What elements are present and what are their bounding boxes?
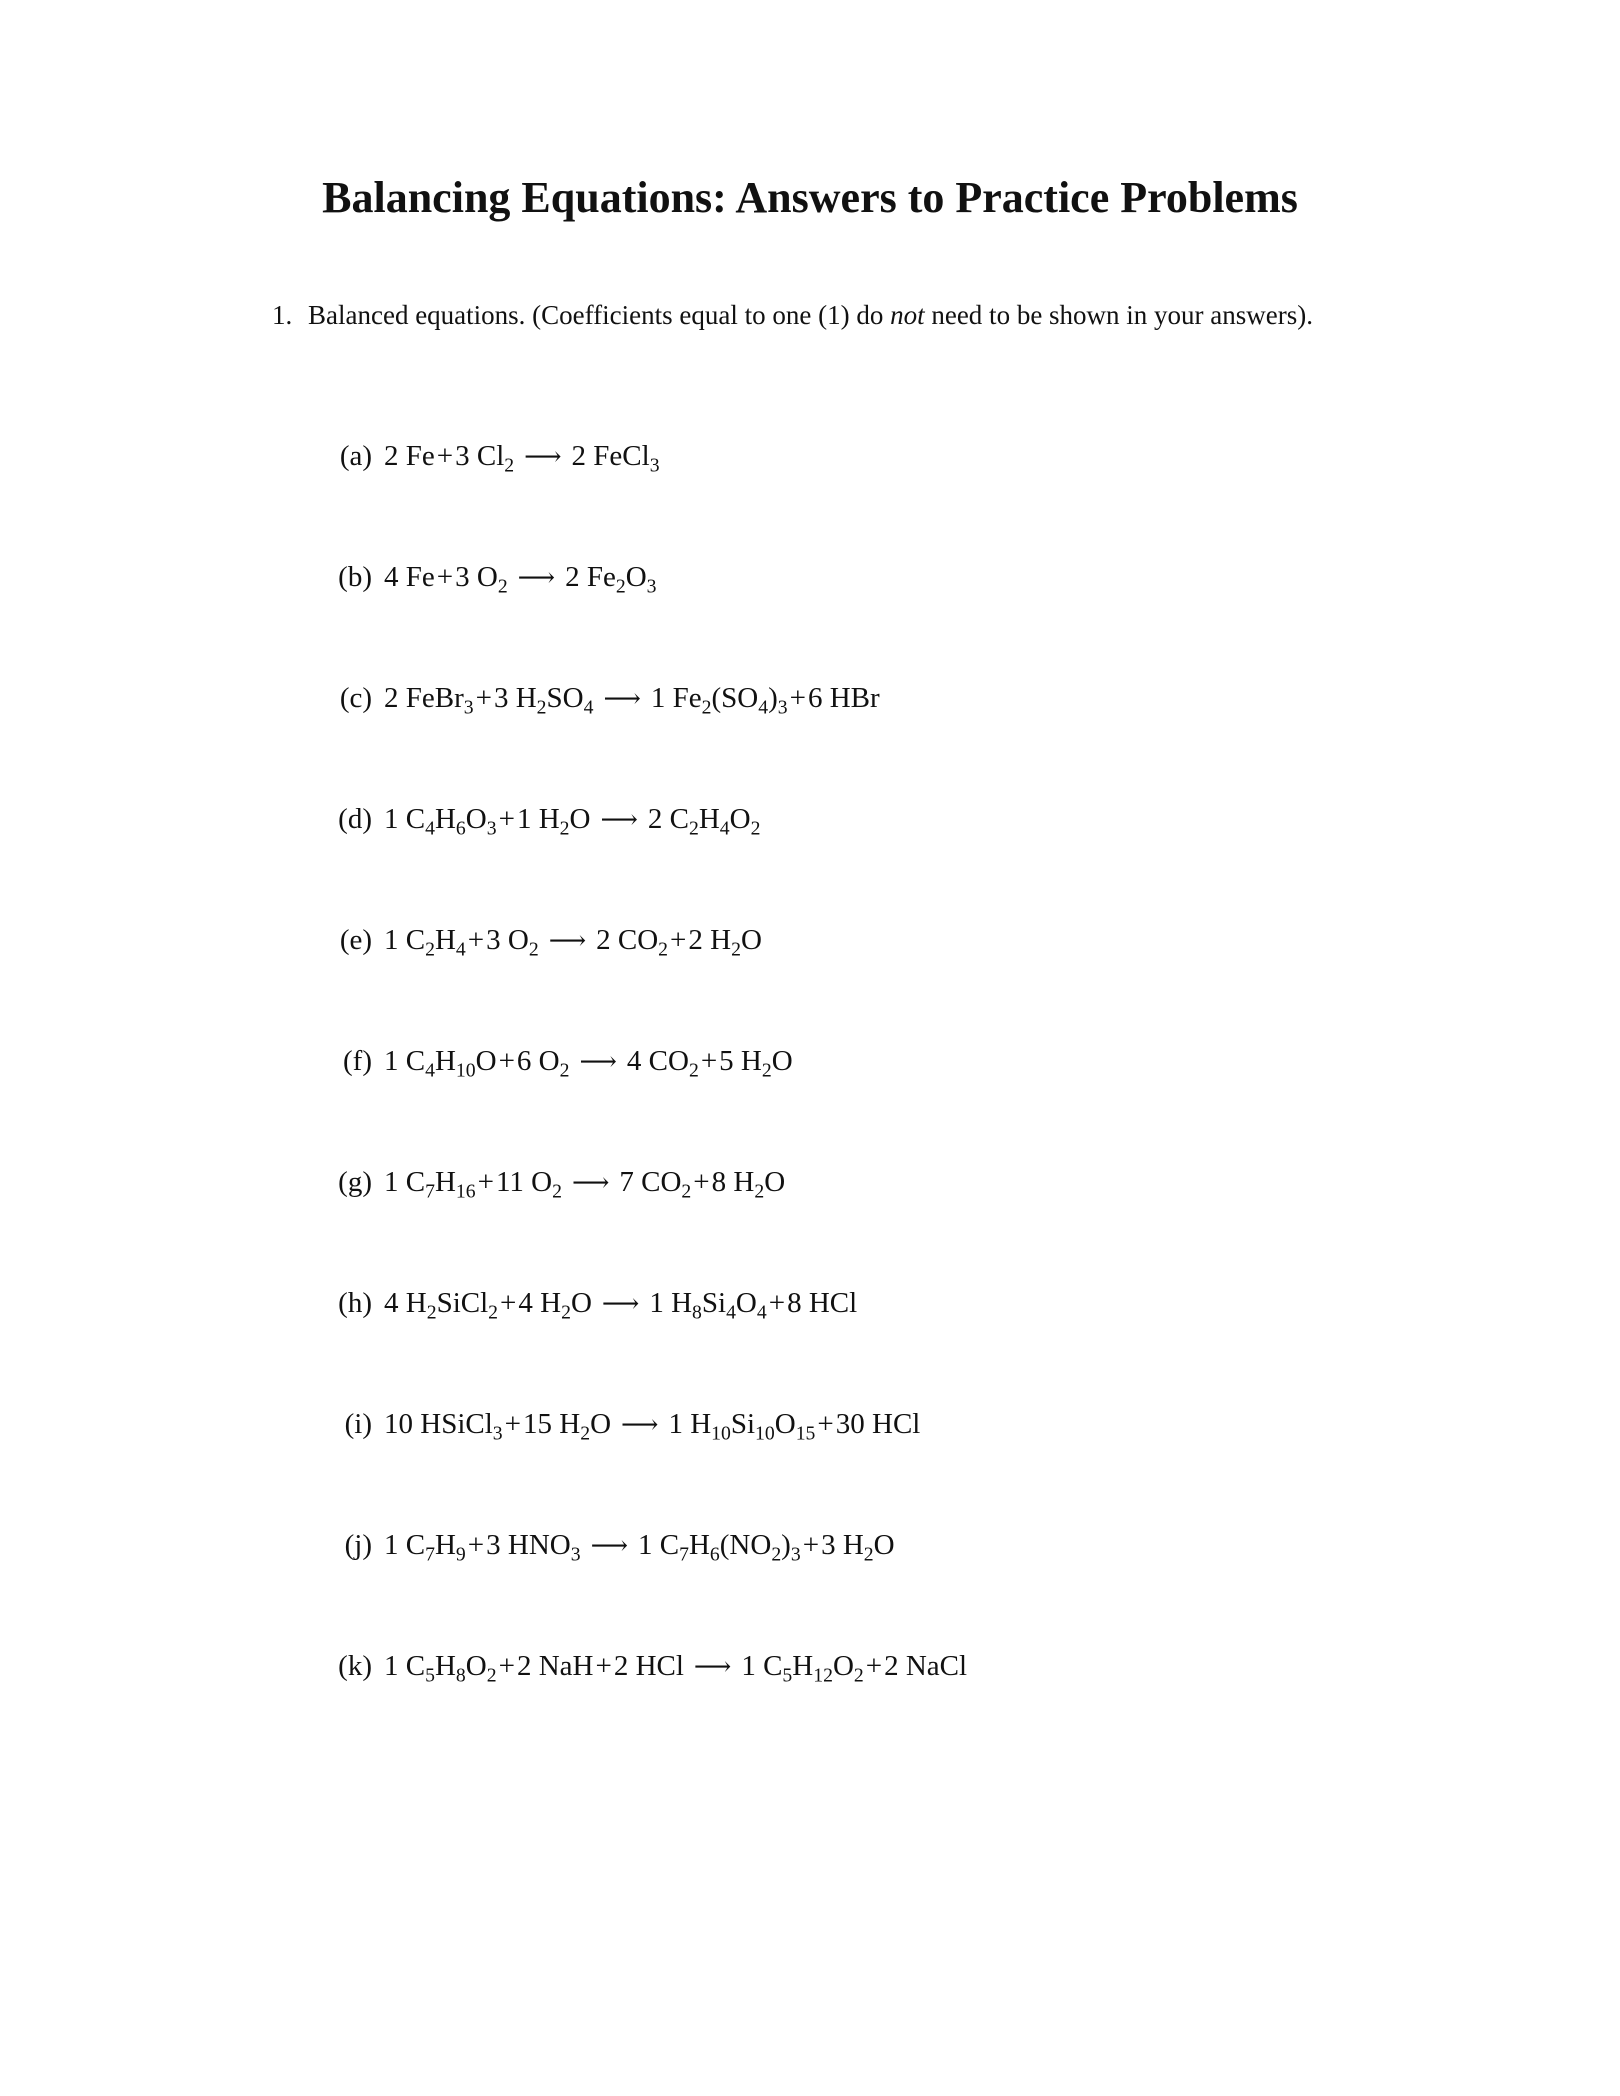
- plus-sign: +: [789, 682, 806, 714]
- chemical-term: 3 $H_2O$: [821, 1529, 895, 1566]
- chemical-term: 3 $O_2$: [486, 924, 539, 961]
- chemical-term: 5 $H_2O$: [719, 1045, 793, 1082]
- plus-sign: +: [768, 1287, 786, 1319]
- plus-sign: +: [670, 924, 687, 956]
- equation-item: [322, 1047, 967, 1168]
- plus-sign: +: [865, 1650, 883, 1682]
- chemical-term: 8 $H_2O$: [711, 1166, 786, 1203]
- plus-sign: +: [595, 1650, 612, 1682]
- equation-label: (a): [339, 440, 372, 472]
- plus-sign: +: [498, 1045, 515, 1077]
- equation-item: [322, 1289, 967, 1410]
- equation-label: (j): [344, 1529, 372, 1561]
- chemical-term: 15 $H_2O$: [523, 1408, 612, 1445]
- chemical-term: 4 $H_2SiCl_2$: [384, 1287, 499, 1324]
- reaction-arrow: ⟶: [548, 926, 587, 955]
- question-intro: [272, 302, 1313, 329]
- chemical-term: 4 $H_2O$: [518, 1287, 592, 1324]
- plus-sign: +: [498, 803, 515, 835]
- plus-sign: +: [817, 1408, 834, 1440]
- chemical-term: 2 $H_2O$: [688, 924, 762, 961]
- chemical-term: 3 $Cl_2$: [455, 440, 515, 477]
- chemical-equation: [384, 803, 761, 840]
- plus-sign: +: [802, 1529, 820, 1561]
- chemical-term: 1 $H_2O$: [516, 803, 591, 840]
- chemical-equation: [384, 1650, 968, 1687]
- plus-sign: +: [504, 1408, 521, 1440]
- plus-sign: +: [498, 1650, 515, 1682]
- chemical-term: 3 $H_2SO_4$: [493, 682, 594, 719]
- reaction-arrow: ⟶: [601, 1289, 640, 1318]
- chemical-term: 3 $HNO_3$: [486, 1529, 581, 1566]
- chemical-equation: [384, 1287, 858, 1324]
- chemical-equation: [384, 682, 880, 719]
- equation-item: [322, 684, 967, 805]
- chemical-term: 1 $Fe_2(SO_4)_3$: [650, 682, 788, 719]
- chemical-term: 2 $Fe_2O_3$: [565, 561, 657, 598]
- plus-sign: +: [693, 1166, 710, 1198]
- equation-item: [322, 926, 967, 1047]
- chemical-term: 4 Fe: [384, 561, 435, 593]
- chemical-term: 7 $CO_2$: [619, 1166, 692, 1203]
- chemical-term: 2 HCl: [613, 1650, 684, 1682]
- equation-label: (g): [338, 1166, 372, 1198]
- chemical-term: 1 $C_5H_{12}O_2$: [741, 1650, 864, 1687]
- chemical-term: 1 $C_7H_9$: [384, 1529, 466, 1566]
- chemical-term: 2 FeBr$_3$: [384, 682, 474, 719]
- chemical-term: 1 $C_4H_6O_3$: [384, 803, 497, 840]
- equation-label: (h): [338, 1287, 372, 1319]
- chemical-equation: [384, 1408, 921, 1445]
- intro-text-after: need to be shown in your answers).: [924, 300, 1314, 330]
- reaction-arrow: ⟶: [579, 1047, 617, 1076]
- reaction-arrow: ⟶: [524, 442, 562, 471]
- chemical-term: 1 $C_4H_{10}O$: [384, 1045, 497, 1082]
- equation-list: [322, 442, 967, 1773]
- chemical-term: 10 HSiCl$_3$: [384, 1408, 503, 1445]
- equation-label: (f): [343, 1045, 372, 1077]
- chemical-equation: [384, 1045, 793, 1082]
- equation-item: [322, 1410, 967, 1531]
- equation-item: [322, 1652, 967, 1773]
- reaction-arrow: ⟶: [571, 1168, 610, 1197]
- equation-item: [322, 442, 967, 563]
- chemical-term: 3 $O_2$: [455, 561, 508, 598]
- chemical-equation: [384, 1166, 786, 1203]
- chemical-term: 1 $H_{10}Si_{10}O_{15}$: [668, 1408, 816, 1445]
- reaction-arrow: ⟶: [590, 1531, 628, 1560]
- plus-sign: +: [500, 1287, 517, 1319]
- chemical-term: 8 HCl: [787, 1287, 858, 1319]
- plus-sign: +: [436, 561, 454, 593]
- chemical-term: 1 $C_2H_4$: [384, 924, 466, 961]
- chemical-term: 1 $C_7H_{16}$: [384, 1166, 476, 1203]
- chemical-term: 30 HCl: [835, 1408, 921, 1440]
- plus-sign: +: [467, 1529, 485, 1561]
- plus-sign: +: [475, 682, 492, 714]
- chemical-term: 6 $O_2$: [516, 1045, 570, 1082]
- reaction-arrow: ⟶: [517, 563, 556, 592]
- equation-label: (b): [338, 561, 372, 593]
- chemical-term: 2 $CO_2$: [596, 924, 669, 961]
- equation-label: (d): [338, 803, 372, 835]
- plus-sign: +: [467, 924, 485, 956]
- chemical-term: 6 HBr: [807, 682, 880, 714]
- equation-label: (e): [339, 924, 372, 956]
- intro-emphasis: not: [890, 300, 925, 330]
- reaction-arrow: ⟶: [693, 1652, 732, 1681]
- chemical-term: 2 NaCl: [884, 1650, 968, 1682]
- intro-text-before: Balanced equations. (Coefficients equal to one (1) do: [308, 300, 891, 330]
- chemical-term: 1 $H_8Si_4O_4$: [649, 1287, 767, 1324]
- chemical-term: 2 Fe: [384, 440, 435, 472]
- chemical-term: 11 $O_2$: [495, 1166, 562, 1203]
- chemical-equation: [384, 561, 657, 598]
- chemical-equation: [384, 440, 660, 477]
- chemical-term: 1 $C_5H_8O_2$: [384, 1650, 497, 1687]
- equation-label: (c): [339, 682, 372, 714]
- page-title: Balancing Equations: Answers to Practice Problems: [322, 173, 1298, 222]
- chemical-term: 2 $C_2H_4O_2$: [647, 803, 761, 840]
- chemical-term: 1 $C_7H_6(NO_2)_3$: [638, 1529, 801, 1566]
- equation-item: [322, 1531, 967, 1652]
- chemical-term: 4 $CO_2$: [626, 1045, 699, 1082]
- chemical-equation: [384, 924, 762, 961]
- plus-sign: +: [700, 1045, 718, 1077]
- plus-sign: +: [436, 440, 454, 472]
- equation-label: (i): [344, 1408, 372, 1440]
- equation-item: [322, 1168, 967, 1289]
- equation-item: [322, 563, 967, 684]
- reaction-arrow: ⟶: [621, 1410, 659, 1439]
- plus-sign: +: [477, 1166, 494, 1198]
- reaction-arrow: ⟶: [600, 805, 638, 834]
- question-number: 1.: [272, 300, 293, 330]
- chemical-equation: [384, 1529, 895, 1566]
- equation-item: [322, 805, 967, 926]
- reaction-arrow: ⟶: [603, 684, 641, 713]
- chemical-term: 2 FeCl$_3$: [571, 440, 660, 477]
- equation-label: (k): [338, 1650, 372, 1682]
- chemical-term: 2 NaH: [516, 1650, 594, 1682]
